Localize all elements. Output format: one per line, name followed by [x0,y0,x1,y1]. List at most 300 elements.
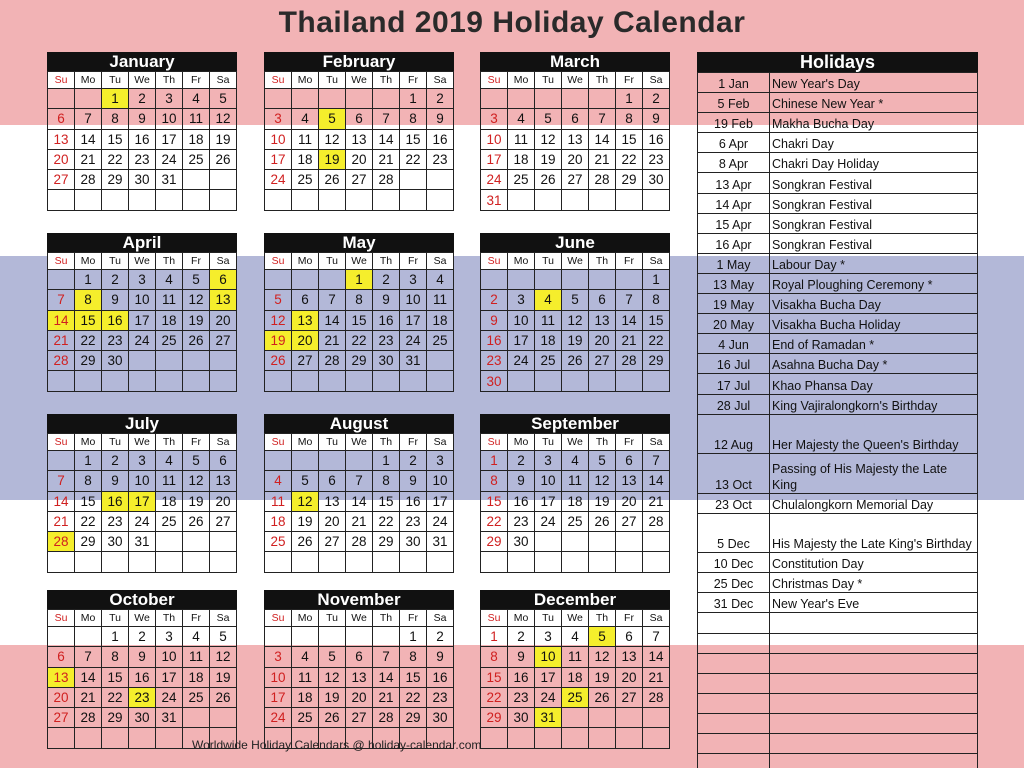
month-name: July [47,414,237,433]
day-cell: 17 [129,491,156,511]
weekday-header: Tu [535,610,562,627]
month-name: September [480,414,670,433]
day-cell: 8 [481,471,508,491]
day-cell: 23 [427,149,454,169]
day-cell: 12 [183,471,210,491]
day-cell: 9 [508,647,535,667]
day-cell: 8 [75,290,102,310]
holiday-name [770,734,978,754]
day-cell: 23 [508,687,535,707]
day-cell: 26 [535,170,562,190]
day-cell: 9 [400,471,427,491]
day-cell: 31 [129,532,156,552]
day-cell: 8 [643,290,670,310]
holiday-name: King Vajiralongkorn's Birthday [770,394,978,414]
day-cell: 28 [75,708,102,728]
weekday-header: Tu [319,434,346,451]
weekday-header: Th [589,72,616,89]
day-cell: 9 [102,471,129,491]
day-cell: 29 [481,708,508,728]
day-cell: 25 [562,687,589,707]
empty-cell [48,728,75,748]
day-cell: 16 [129,667,156,687]
holiday-date: 4 Jun [698,334,770,354]
empty-cell [373,627,400,647]
day-cell: 19 [292,511,319,531]
empty-cell [292,451,319,471]
month-june [480,233,670,392]
day-cell: 3 [129,270,156,290]
empty-cell [562,270,589,290]
day-cell: 14 [48,310,75,330]
empty-cell [102,371,129,391]
holiday-date: 5 Feb [698,93,770,113]
day-cell: 26 [589,687,616,707]
holiday-date: 31 Dec [698,593,770,613]
day-cell: 27 [48,708,75,728]
weekday-header: Mo [508,72,535,89]
empty-cell [156,728,183,748]
day-cell: 7 [643,451,670,471]
day-cell: 27 [210,330,237,350]
empty-cell [481,270,508,290]
empty-cell [427,190,454,210]
day-cell: 11 [183,109,210,129]
holiday-date: 6 Apr [698,133,770,153]
day-cell: 17 [535,491,562,511]
day-cell: 6 [210,270,237,290]
holiday-date [698,633,770,653]
weekday-header: Su [265,253,292,270]
day-cell: 23 [508,511,535,531]
empty-cell [319,451,346,471]
day-cell: 4 [508,109,535,129]
day-cell: 28 [346,532,373,552]
weekday-header: Sa [210,72,237,89]
day-cell: 27 [346,170,373,190]
weekday-header: Fr [400,253,427,270]
day-cell: 15 [373,491,400,511]
holiday-name: Songkran Festival [770,193,978,213]
day-cell: 24 [400,330,427,350]
empty-cell [481,89,508,109]
holiday-name: His Majesty the Late King's Birthday [770,513,978,553]
weekday-header: Mo [75,434,102,451]
day-cell: 7 [75,109,102,129]
day-cell: 5 [183,451,210,471]
empty-cell [535,728,562,748]
day-cell: 27 [616,511,643,531]
empty-cell [156,351,183,371]
empty-cell [265,451,292,471]
day-cell: 10 [156,647,183,667]
day-cell: 21 [373,687,400,707]
month-name: May [264,233,454,252]
empty-cell [319,371,346,391]
month-table [264,609,454,749]
day-cell: 22 [616,149,643,169]
empty-cell [643,371,670,391]
day-cell: 5 [319,647,346,667]
weekday-header: Mo [508,253,535,270]
day-cell: 27 [589,351,616,371]
holiday-row [698,334,978,354]
day-cell: 5 [292,471,319,491]
day-cell: 19 [210,667,237,687]
day-cell: 23 [400,511,427,531]
empty-cell [319,190,346,210]
day-cell: 20 [589,330,616,350]
day-cell: 7 [616,290,643,310]
empty-cell [129,351,156,371]
day-cell: 22 [400,687,427,707]
empty-cell [643,532,670,552]
day-cell: 2 [400,451,427,471]
weekday-header: Th [156,610,183,627]
day-cell: 3 [427,451,454,471]
weekday-header: Mo [75,253,102,270]
day-cell: 25 [508,170,535,190]
holiday-row [698,193,978,213]
holiday-row [698,633,978,653]
day-cell: 25 [535,351,562,371]
holiday-name [770,633,978,653]
holiday-name: Asahna Bucha Day * [770,354,978,374]
month-name: January [47,52,237,71]
day-cell: 18 [183,667,210,687]
day-cell: 26 [292,532,319,552]
month-table [47,71,237,211]
day-cell: 26 [210,687,237,707]
weekday-header: Sa [427,253,454,270]
holiday-row [698,553,978,573]
day-cell: 1 [481,627,508,647]
empty-cell [75,552,102,572]
month-march [480,52,670,211]
day-cell: 10 [535,647,562,667]
day-cell: 24 [535,511,562,531]
day-cell: 8 [102,109,129,129]
empty-cell [508,89,535,109]
empty-cell [616,728,643,748]
empty-cell [48,371,75,391]
day-cell: 15 [400,667,427,687]
empty-cell [400,190,427,210]
month-november [264,590,454,749]
day-cell: 13 [346,667,373,687]
holiday-row [698,613,978,633]
day-cell: 19 [589,667,616,687]
weekday-header: We [129,434,156,451]
empty-cell [265,371,292,391]
day-cell: 24 [481,170,508,190]
weekday-header: We [346,72,373,89]
day-cell: 17 [156,667,183,687]
day-cell: 28 [616,351,643,371]
day-cell: 12 [589,471,616,491]
weekday-header: Su [48,610,75,627]
day-cell: 1 [102,89,129,109]
day-cell: 18 [292,687,319,707]
day-cell: 21 [373,149,400,169]
empty-cell [319,89,346,109]
holiday-date: 13 Apr [698,173,770,193]
day-cell: 15 [75,491,102,511]
weekday-header: Mo [75,610,102,627]
day-cell: 17 [535,667,562,687]
empty-cell [292,552,319,572]
day-cell: 29 [616,170,643,190]
day-cell: 20 [210,310,237,330]
empty-cell [589,190,616,210]
holiday-date: 19 Feb [698,113,770,133]
day-cell: 3 [265,109,292,129]
holiday-date: 12 Aug [698,414,770,454]
day-cell: 16 [129,129,156,149]
month-name: June [480,233,670,252]
day-cell: 23 [643,149,670,169]
day-cell: 17 [156,129,183,149]
empty-cell [535,190,562,210]
empty-cell [183,532,210,552]
day-cell: 4 [535,290,562,310]
weekday-header: Sa [643,434,670,451]
day-cell: 30 [427,708,454,728]
holiday-date: 10 Dec [698,553,770,573]
weekday-header: Fr [400,610,427,627]
day-cell: 16 [400,491,427,511]
weekday-header: Sa [210,253,237,270]
day-cell: 29 [346,351,373,371]
month-table [480,252,670,392]
empty-cell [210,532,237,552]
day-cell: 31 [156,170,183,190]
day-cell: 16 [102,310,129,330]
weekday-header: Tu [319,72,346,89]
empty-cell [373,89,400,109]
holiday-row [698,273,978,293]
holiday-row [698,354,978,374]
weekday-header: Fr [616,434,643,451]
holiday-date: 5 Dec [698,513,770,553]
day-cell: 8 [75,471,102,491]
empty-cell [589,708,616,728]
empty-cell [292,627,319,647]
empty-cell [535,270,562,290]
holiday-row [698,593,978,613]
day-cell: 17 [427,491,454,511]
weekday-header: Th [373,434,400,451]
day-cell: 1 [373,451,400,471]
day-cell: 31 [156,708,183,728]
empty-cell [265,627,292,647]
day-cell: 27 [319,532,346,552]
empty-cell [400,552,427,572]
empty-cell [508,552,535,572]
day-cell: 28 [48,351,75,371]
day-cell: 31 [535,708,562,728]
month-april [47,233,237,392]
day-cell: 25 [156,511,183,531]
day-cell: 1 [346,270,373,290]
empty-cell [427,371,454,391]
holiday-row [698,754,978,768]
weekday-header: Mo [508,610,535,627]
empty-cell [346,627,373,647]
day-cell: 25 [183,149,210,169]
month-name: August [264,414,454,433]
day-cell: 26 [265,351,292,371]
day-cell: 26 [210,149,237,169]
day-cell: 19 [535,149,562,169]
day-cell: 20 [562,149,589,169]
day-cell: 28 [589,170,616,190]
day-cell: 14 [589,129,616,149]
empty-cell [400,170,427,190]
day-cell: 19 [183,491,210,511]
day-cell: 18 [265,511,292,531]
empty-cell [373,371,400,391]
month-may [264,233,454,392]
day-cell: 12 [265,310,292,330]
day-cell: 15 [643,310,670,330]
day-cell: 12 [292,491,319,511]
holiday-date: 16 Jul [698,354,770,374]
day-cell: 3 [156,89,183,109]
empty-cell [156,371,183,391]
empty-cell [508,371,535,391]
weekday-header: Fr [183,72,210,89]
weekday-header: We [129,72,156,89]
day-cell: 16 [373,310,400,330]
empty-cell [48,552,75,572]
weekday-header: We [562,253,589,270]
day-cell: 18 [562,491,589,511]
day-cell: 5 [265,290,292,310]
empty-cell [210,371,237,391]
weekday-header: Su [481,72,508,89]
empty-cell [156,552,183,572]
weekday-header: Sa [643,610,670,627]
weekday-header: Su [265,72,292,89]
day-cell: 15 [102,667,129,687]
day-cell: 6 [48,647,75,667]
day-cell: 12 [210,647,237,667]
day-cell: 22 [373,511,400,531]
day-cell: 17 [508,330,535,350]
day-cell: 6 [319,471,346,491]
weekday-header: Fr [616,610,643,627]
weekday-header: Mo [292,434,319,451]
day-cell: 29 [373,532,400,552]
day-cell: 2 [508,627,535,647]
day-cell: 16 [102,491,129,511]
day-cell: 26 [183,330,210,350]
day-cell: 8 [346,290,373,310]
month-october [47,590,237,749]
weekday-header: Mo [75,72,102,89]
day-cell: 18 [156,491,183,511]
holiday-name: Khao Phansa Day [770,374,978,394]
weekday-header: We [562,610,589,627]
day-cell: 3 [508,290,535,310]
holiday-date: 16 Apr [698,233,770,253]
empty-cell [562,190,589,210]
empty-cell [102,728,129,748]
holiday-name [770,754,978,768]
empty-cell [589,371,616,391]
day-cell: 23 [102,330,129,350]
day-cell: 9 [129,109,156,129]
day-cell: 14 [75,667,102,687]
holiday-name [770,653,978,673]
day-cell: 1 [102,627,129,647]
weekday-header: We [346,434,373,451]
empty-cell [616,190,643,210]
day-cell: 15 [616,129,643,149]
day-cell: 7 [589,109,616,129]
empty-cell [183,170,210,190]
weekday-header: We [346,253,373,270]
empty-cell [616,371,643,391]
day-cell: 1 [616,89,643,109]
month-table [480,433,670,573]
day-cell: 22 [102,687,129,707]
day-cell: 4 [265,471,292,491]
day-cell: 25 [427,330,454,350]
day-cell: 19 [210,129,237,149]
day-cell: 12 [183,290,210,310]
day-cell: 24 [129,330,156,350]
weekday-header: Th [373,253,400,270]
day-cell: 15 [481,491,508,511]
holiday-name [770,693,978,713]
day-cell: 13 [292,310,319,330]
empty-cell [75,89,102,109]
holiday-date [698,673,770,693]
day-cell: 19 [183,310,210,330]
empty-cell [183,190,210,210]
day-cell: 9 [129,647,156,667]
day-cell: 3 [400,270,427,290]
holiday-row [698,133,978,153]
empty-cell [562,371,589,391]
empty-cell [183,371,210,391]
weekday-header: Su [48,434,75,451]
day-cell: 12 [562,310,589,330]
empty-cell [183,708,210,728]
weekday-header: Th [589,434,616,451]
day-cell: 7 [373,647,400,667]
holiday-name: Royal Ploughing Ceremony * [770,273,978,293]
holiday-date [698,653,770,673]
empty-cell [562,532,589,552]
day-cell: 6 [616,451,643,471]
day-cell: 22 [75,511,102,531]
empty-cell [265,270,292,290]
weekday-header: We [129,253,156,270]
day-cell: 11 [183,647,210,667]
holiday-name: Chinese New Year * [770,93,978,113]
day-cell: 28 [319,351,346,371]
day-cell: 29 [481,532,508,552]
empty-cell [589,532,616,552]
empty-cell [75,190,102,210]
empty-cell [102,552,129,572]
day-cell: 10 [427,471,454,491]
day-cell: 26 [589,511,616,531]
holiday-date: 1 Jan [698,73,770,93]
